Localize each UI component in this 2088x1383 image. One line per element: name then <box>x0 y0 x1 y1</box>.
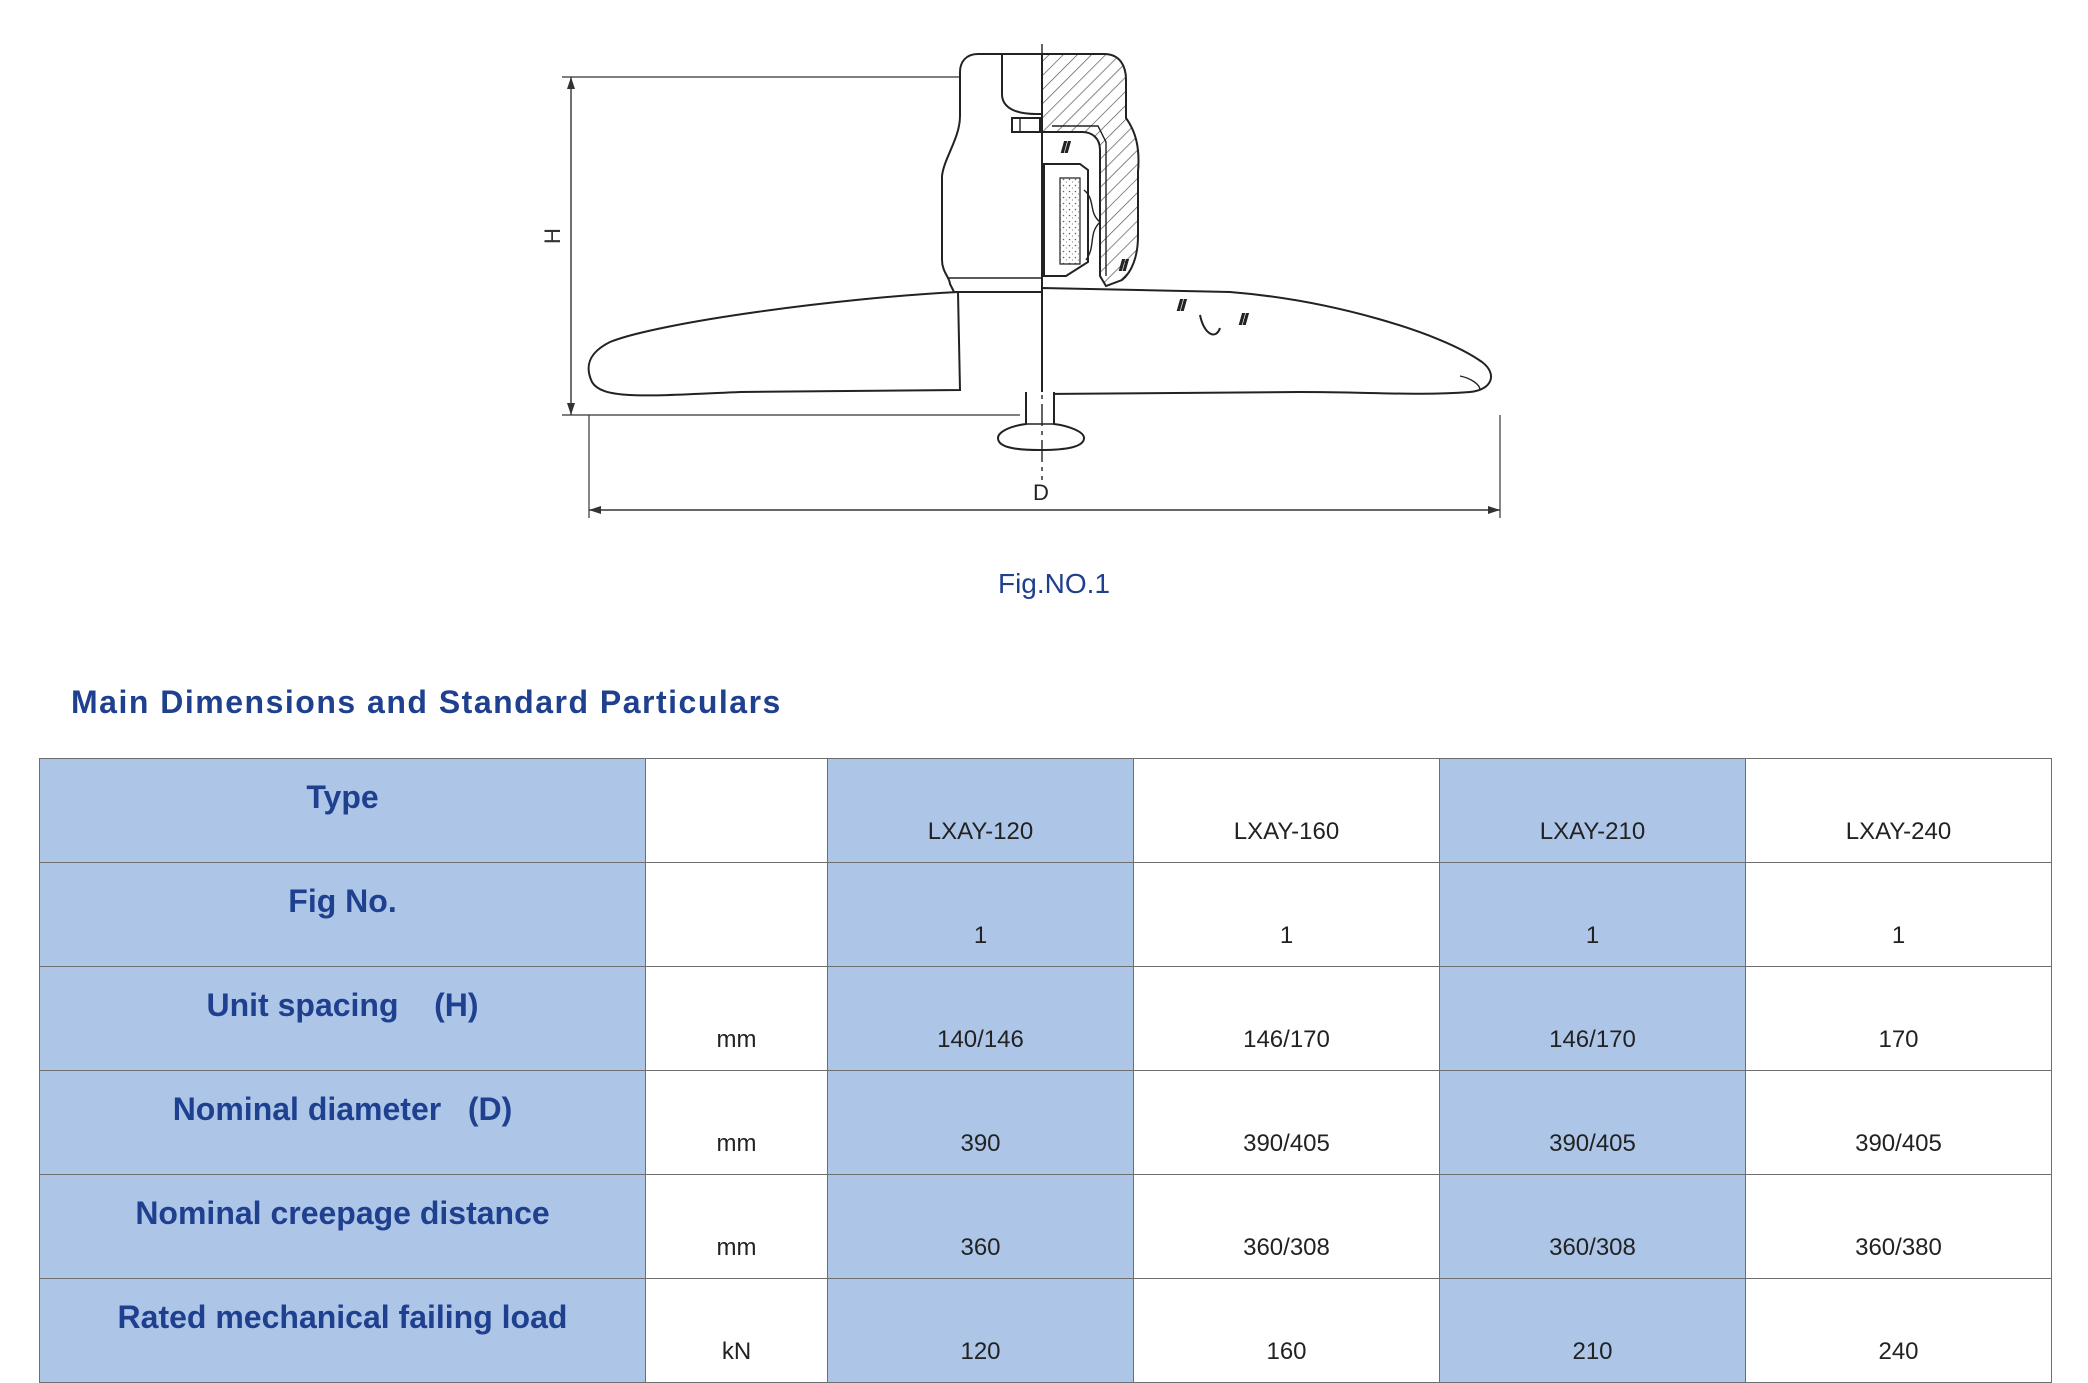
value-cell: 390/405 <box>1746 1071 2052 1175</box>
unit-cell <box>646 863 828 967</box>
value-cell: 1 <box>1440 863 1746 967</box>
table-row <box>40 967 2052 1071</box>
section-title: Main Dimensions and Standard Particulars <box>71 684 782 720</box>
value-cell: 160 <box>1134 1279 1440 1383</box>
value-cell: 170 <box>1746 967 2052 1071</box>
value-cell: 390/405 <box>1134 1071 1440 1175</box>
table-row <box>40 1071 2052 1175</box>
row-label-text: Rated mechanical failing load <box>117 1299 568 1335</box>
row-label <box>40 1279 646 1383</box>
table-row <box>40 759 2052 863</box>
value-cell: LXAY-210 <box>1440 759 1746 863</box>
svg-text://: // <box>1062 139 1070 155</box>
row-label-text: Nominal creepage distance <box>135 1195 550 1231</box>
value-cell: 1 <box>828 863 1134 967</box>
unit-cell: mm <box>646 1071 828 1175</box>
row-label <box>40 1071 646 1175</box>
svg-text://: // <box>1178 297 1186 313</box>
value-cell: 1 <box>1134 863 1440 967</box>
dimension-h-label: H <box>540 228 565 244</box>
svg-text://: // <box>1120 257 1128 273</box>
insulator-shed <box>589 288 1491 395</box>
unit-cell: mm <box>646 967 828 1071</box>
value-cell: 1 <box>1746 863 2052 967</box>
figure-caption: Fig.NO.1 <box>997 568 1111 599</box>
table-row <box>40 1175 2052 1279</box>
table-row <box>40 1279 2052 1383</box>
row-label-text: Unit spacing (H) <box>206 987 479 1023</box>
value-cell: 390 <box>828 1071 1134 1175</box>
insulator-drawing <box>540 40 1520 540</box>
table-row <box>40 863 2052 967</box>
unit-cell: mm <box>646 1175 828 1279</box>
unit-cell: kN <box>646 1279 828 1383</box>
value-cell: LXAY-120 <box>828 759 1134 863</box>
value-cell: 360/380 <box>1746 1175 2052 1279</box>
value-cell: 146/170 <box>1134 967 1440 1071</box>
row-label <box>40 863 646 967</box>
value-cell: LXAY-240 <box>1746 759 2052 863</box>
svg-text://: // <box>1240 311 1248 327</box>
insulator-cap-left <box>942 54 1042 292</box>
row-label <box>40 759 646 863</box>
dimension-d-label: D <box>1033 480 1049 505</box>
specifications-table <box>39 758 2052 1383</box>
value-cell: 210 <box>1440 1279 1746 1383</box>
insulator-cap-section <box>1042 54 1248 327</box>
unit-cell <box>646 759 828 863</box>
value-cell: LXAY-160 <box>1134 759 1440 863</box>
value-cell: 360 <box>828 1175 1134 1279</box>
value-cell: 390/405 <box>1440 1071 1746 1175</box>
row-label-text: Fig No. <box>288 883 397 919</box>
row-label <box>40 967 646 1071</box>
insulator-pin <box>998 392 1084 450</box>
value-cell: 240 <box>1746 1279 2052 1383</box>
value-cell: 360/308 <box>1134 1175 1440 1279</box>
value-cell: 360/308 <box>1440 1175 1746 1279</box>
value-cell: 120 <box>828 1279 1134 1383</box>
row-label-text: Nominal diameter (D) <box>172 1091 513 1127</box>
row-label <box>40 1175 646 1279</box>
row-label-text: Type <box>306 779 379 815</box>
value-cell: 140/146 <box>828 967 1134 1071</box>
value-cell: 146/170 <box>1440 967 1746 1071</box>
